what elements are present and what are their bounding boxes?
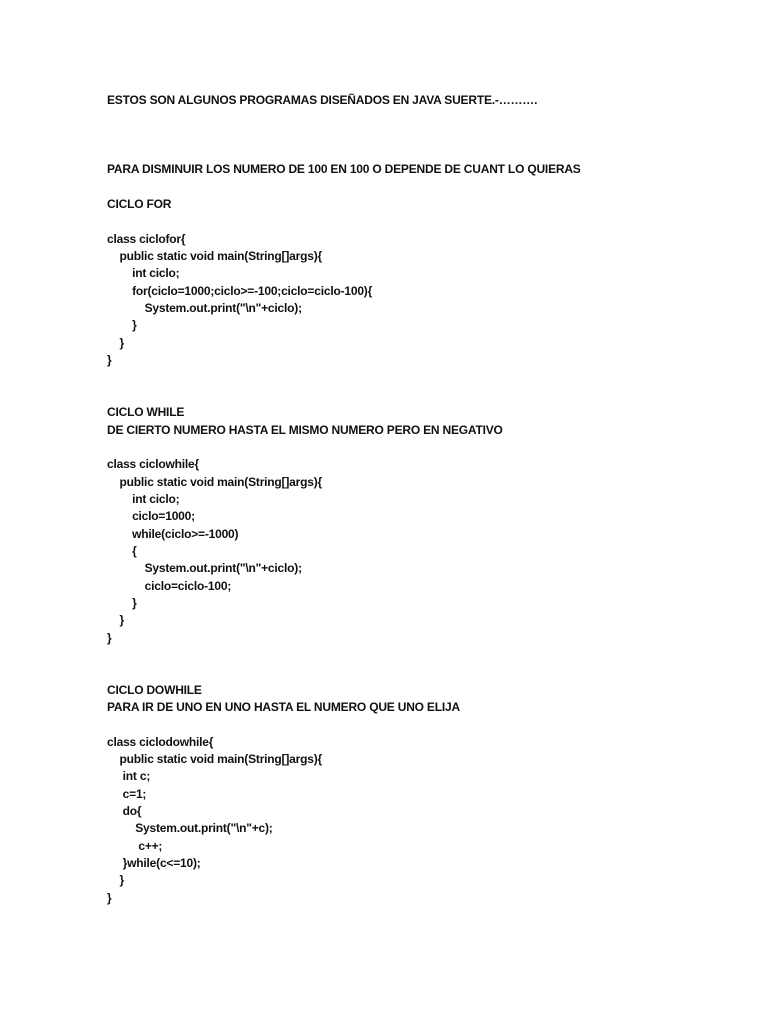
- spacer: [107, 387, 707, 404]
- spacer: [107, 439, 707, 456]
- code-line: }: [107, 335, 125, 350]
- code-line: {: [107, 543, 137, 558]
- code-line: class ciclofor{: [107, 231, 186, 246]
- section-title: CICLO WHILE: [107, 405, 185, 420]
- code-line: }: [107, 318, 137, 333]
- spacer: [107, 144, 707, 161]
- code-line: }: [107, 353, 112, 368]
- spacer: [107, 179, 707, 196]
- code-line: public static void main(String[]args){: [107, 249, 322, 264]
- spacer: [107, 647, 707, 664]
- code-line: c++;: [107, 838, 163, 853]
- code-line: ciclo=1000;: [107, 509, 195, 524]
- code-line: System.out.print("\n"+c);: [107, 821, 273, 836]
- code-line: }: [107, 890, 112, 905]
- code-line: ciclo=ciclo-100;: [107, 578, 232, 593]
- section-subtitle: PARA IR DE UNO EN UNO HASTA EL NUMERO QUE UNO ELIJA: [107, 700, 460, 715]
- section-subtitle: CICLO FOR: [107, 197, 172, 212]
- document-body: [107, 92, 707, 907]
- code-line: }: [107, 613, 125, 628]
- section-subtitle: DE CIERTO NUMERO HASTA EL MISMO NUMERO PERO EN NEGATIVO: [107, 422, 503, 437]
- spacer: [107, 127, 707, 144]
- code-line: int ciclo;: [107, 491, 180, 506]
- code-line: public static void main(String[]args){: [107, 752, 322, 767]
- code-line: System.out.print("\n"+ciclo);: [107, 301, 302, 316]
- code-line: System.out.print("\n"+ciclo);: [107, 561, 302, 576]
- code-line: int c;: [107, 769, 151, 784]
- code-line: for(ciclo=1000;ciclo>=-100;ciclo=ciclo-100){: [107, 283, 373, 298]
- code-line: class ciclodowhile{: [107, 734, 214, 749]
- spacer: [107, 213, 707, 230]
- code-line: }: [107, 873, 125, 888]
- code-block: [107, 456, 707, 647]
- section-title: PARA DISMINUIR LOS NUMERO DE 100 EN 100 O DEPENDE DE CUANT LO QUIERAS: [107, 162, 581, 177]
- code-line: while(ciclo>=-1000): [107, 526, 239, 541]
- section-title: CICLO DOWHILE: [107, 682, 202, 697]
- code-line: do{: [107, 804, 142, 819]
- intro-text: ESTOS SON ALGUNOS PROGRAMAS DISEÑADOS EN JAVA SUERTE.-……….: [107, 93, 538, 107]
- code-line: int ciclo;: [107, 266, 180, 281]
- code-line: }: [107, 595, 137, 610]
- code-line: }while(c<=10);: [107, 856, 201, 871]
- code-line: public static void main(String[]args){: [107, 474, 322, 489]
- code-block: [107, 734, 707, 907]
- code-line: }: [107, 630, 112, 645]
- spacer: [107, 664, 707, 681]
- code-line: c=1;: [107, 786, 147, 801]
- code-block: [107, 231, 707, 370]
- spacer: [107, 370, 707, 387]
- spacer: [107, 109, 707, 126]
- code-line: class ciclowhile{: [107, 457, 199, 472]
- spacer: [107, 716, 707, 733]
